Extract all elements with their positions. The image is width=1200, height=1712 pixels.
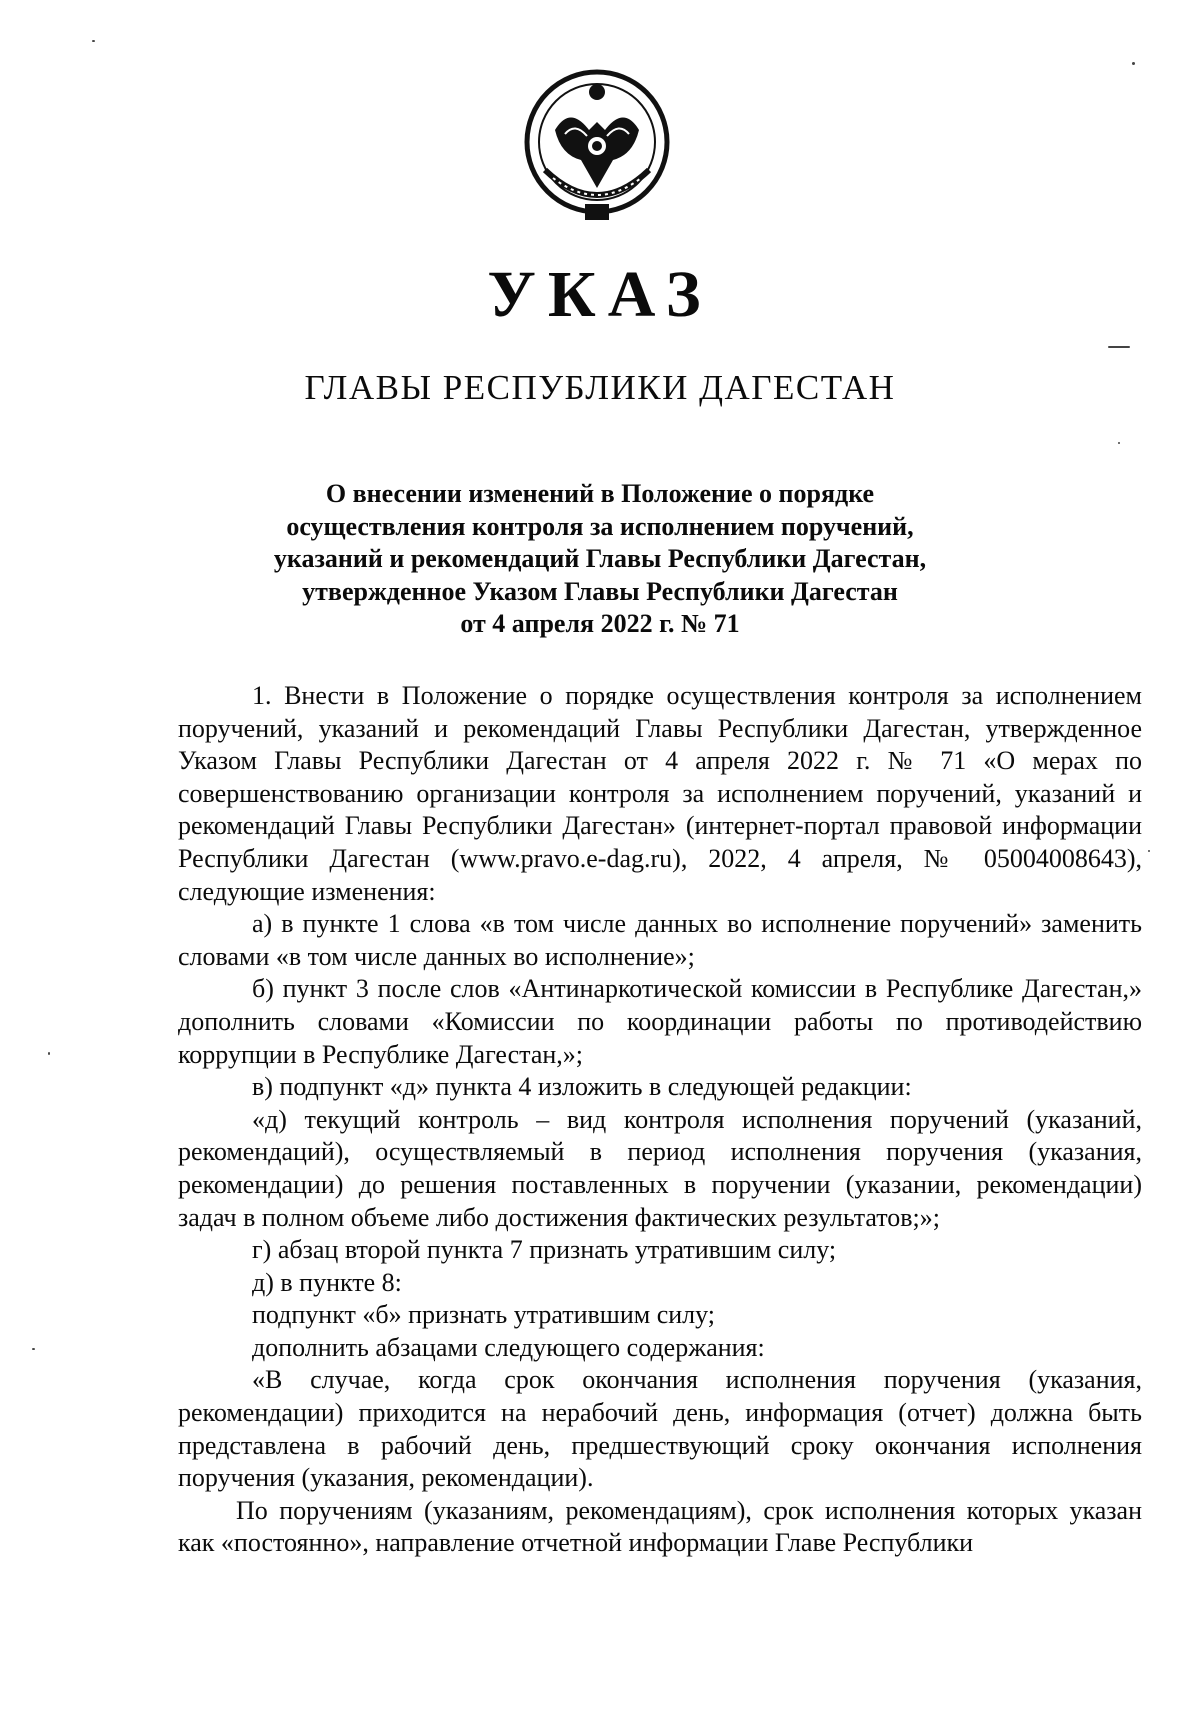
scan-speck	[1108, 346, 1130, 348]
scan-speck	[1132, 62, 1135, 65]
paragraph: д) в пункте 8:	[252, 1267, 402, 1297]
paragraph: дополнить абзацами следующего содержания:	[252, 1332, 765, 1362]
decree-heading	[170, 478, 1030, 641]
document-title: УКАЗ	[487, 258, 713, 331]
paragraph: б) пункт 3 после слов «Антинаркотической комиссии в Республике Дагестан,» дополнить словами «Комиссии по координации работы по противодействию коррупции в Республике Дагестан,»;	[178, 974, 1142, 1069]
scan-speck	[48, 1052, 50, 1055]
scan-speck	[92, 40, 95, 42]
paragraph: г) абзац второй пункта 7 признать утратившим силу;	[252, 1235, 837, 1265]
paragraph: подпункт «б» признать утратившим силу;	[252, 1300, 715, 1330]
heading-line: утвержденное Указом Главы Республики Дагестан	[302, 576, 898, 606]
scan-speck	[32, 1348, 35, 1350]
scan-speck	[1118, 442, 1120, 444]
coat-of-arms-icon	[515, 60, 680, 232]
paragraph: 1. Внести в Положение о порядке осуществления контроля за исполнением поручений, указаний и рекомендаций Главы Республики Дагестан, утвержденное Указом Главы Республики Дагестан от 4 апреля 2022 г. № 71 «О мерах по совершенствованию организации контроля за исполнением поручений, указаний и рекомендаций Главы Республики Дагестан» (интернет-портал правовой информации Республики Дагестан (www.pravo.e-dag.ru), 2022, 4 апреля, № 05004008643), следующие изменения:	[178, 681, 1142, 906]
paragraph: По поручениям (указаниям, рекомендациям), срок исполнения которых указан как «постоянно», направление отчетной информации Главе Республики	[178, 1495, 1142, 1558]
paragraph: в) подпункт «д» пункта 4 изложить в следующей редакции:	[252, 1072, 912, 1102]
document-subtitle: ГЛАВЫ РЕСПУБЛИКИ ДАГЕСТАН	[304, 368, 896, 407]
heading-line: осуществления контроля за исполнением поручений,	[286, 511, 914, 541]
paragraph: а) в пункте 1 слова «в том числе данных во исполнение поручений» заменить словами «в том числе данных во исполнение»;	[178, 909, 1142, 971]
heading-line: указаний и рекомендаций Главы Республики Дагестан,	[273, 544, 927, 573]
scan-speck	[1148, 850, 1150, 852]
paragraph: «В случае, когда срок окончания исполнения поручения (указания, рекомендации) приходится на нерабочий день, информация (отчет) должна быть представлена в рабочий день, предшествующий сроку окончания исполнения поручения (указания, рекомендации).	[178, 1365, 1142, 1493]
paragraph: «д) текущий контроль – вид контроля исполнения поручений (указаний, рекомендаций), осуществляемый в период исполнения поручения (указания, рекомендации) до решения поставленных в поручении (указании, рекомендации) задач в полном объеме либо достижения фактических результатов;»;	[178, 1104, 1142, 1232]
heading-line: от 4 апреля 2022 г. № 71	[460, 609, 740, 638]
decree-body	[178, 680, 1142, 1560]
heading-line: О внесении изменений в Положение о порядке	[325, 479, 875, 508]
